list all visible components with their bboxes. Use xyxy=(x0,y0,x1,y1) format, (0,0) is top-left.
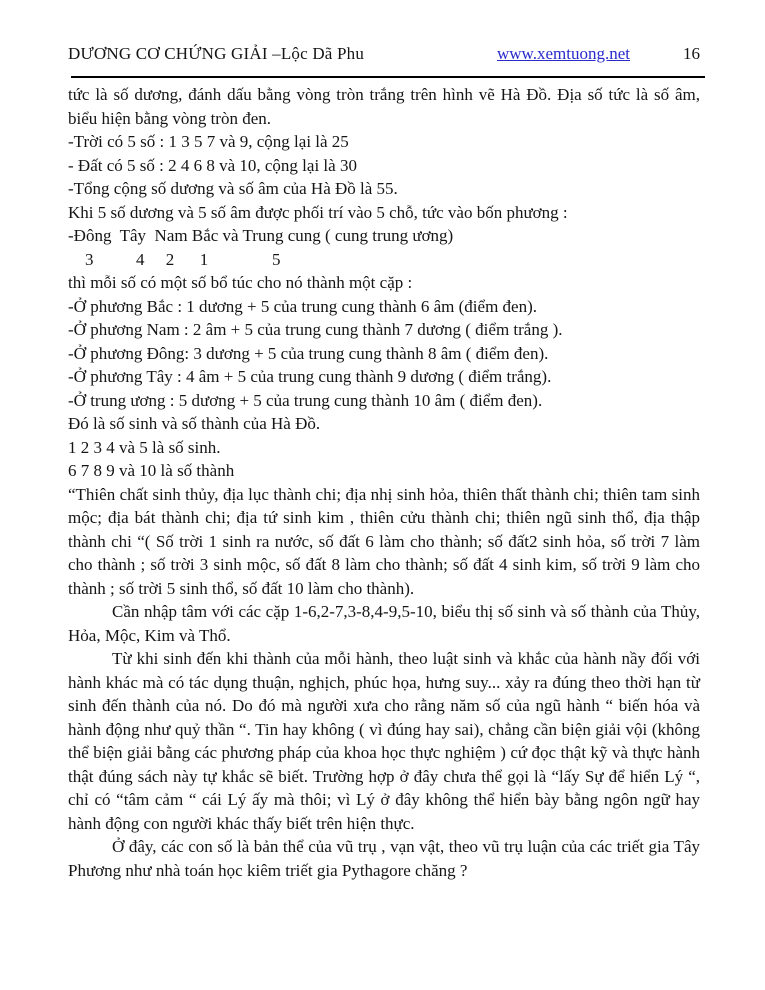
paragraph: Ở đây, các con số là bản thể của vũ trụ , vạn vật, theo vũ trụ luận của các triết gia Tây Phương như nhà toán học kiêm triết gia Pythagore chăng ? xyxy=(68,837,700,880)
text-line: 6 7 8 9 và 10 là số thành xyxy=(68,461,235,480)
paragraph: tức là số dương, đánh dấu bằng vòng tròn trắng trên hình vẽ Hà Đồ. Địa số tức là số âm, biểu hiện bằng vòng tròn đen. xyxy=(68,85,700,128)
page-body xyxy=(68,83,700,882)
text-line: thì mỗi số có một số bổ túc cho nó thành một cặp : xyxy=(68,273,413,292)
page-number: 16 xyxy=(683,44,700,63)
paragraph: Cần nhập tâm với các cặp 1-6,2-7,3-8,4-9,5-10, biểu thị số sinh và số thành của Thủy, Hỏa, Mộc, Kim và Thổ. xyxy=(68,602,700,645)
text-line: Đó là số sinh và số thành của Hà Đồ. xyxy=(68,414,321,433)
text-line: -Trời có 5 số : 1 3 5 7 và 9, cộng lại là 25 xyxy=(68,132,349,151)
header-divider xyxy=(71,76,705,78)
text-line: -Tổng cộng số dương và số âm của Hà Đồ là 55. xyxy=(68,179,398,198)
paragraph: Từ khi sinh đến khi thành của mỗi hành, theo luật sinh và khắc của hành nầy đối với hành khác mà có tác dụng thuận, nghịch, phúc họa, hưng suy... xảy ra đúng theo thời hạn từ sinh đến thành của nó. Do đó mà người xưa cho rằng năm số của ngũ hành “ biến hóa và hành động như quỷ thần “. Tin hay không ( vì đúng hay sai), chẳng cần biện giải vội (không thể biện giải bằng các phương pháp của khoa học thực nghiệm ) cứ đọc thật kỹ và thực hành thật đúng sách này tự khắc sẽ biết. Trường hợp ở đây chưa thể gọi là “lấy Sự để hiển Lý “, chỉ có “tâm cảm “ cái Lý ấy mà thôi; vì Lý ở đây không thể hiển bày bằng ngôn ngữ hay hành động con người khác thấy biết trên hiện thực. xyxy=(68,649,700,833)
text-line: Khi 5 số dương và 5 số âm được phối trí vào 5 chỗ, tức vào bốn phương : xyxy=(68,202,568,222)
text-line: -Ở phương Đông: 3 dương + 5 của trung cung thành 8 âm ( điểm đen). xyxy=(68,343,549,363)
text-line: -Ở trung ương : 5 dương + 5 của trung cung thành 10 âm ( điểm đen). xyxy=(68,390,543,410)
text-line: -Ở phương Nam : 2 âm + 5 của trung cung thành 7 dương ( điểm trắng ). xyxy=(68,320,563,339)
text-line: 1 2 3 4 và 5 là số sinh. xyxy=(68,437,221,457)
paragraph: “Thiên chất sinh thủy, địa lục thành chi; địa nhị sinh hỏa, thiên thất thành chi; thiên tam sinh mộc; địa bát thành chi; địa tứ sinh kim , thiên cửu thành chi; thiên ngũ sinh thổ, địa thập thành chi “( Số trời 1 sinh ra nước, số đất 6 làm cho thành; số đất2 sinh hỏa, số trời 7 làm cho thành ; số trời 3 sinh mộc, số đất 8 làm cho thành; số đất 4 sinh kim, số trời 9 làm cho thành ; số trời 5 sinh thổ, số đất 10 làm cho thành). xyxy=(68,484,700,598)
text-line: -Ở phương Tây : 4 âm + 5 của trung cung thành 9 dương ( điểm trắng). xyxy=(68,367,552,386)
numbers-row: 3 4 2 1 5 xyxy=(68,249,281,269)
document-title: DƯƠNG CƠ CHỨNG GIẢI –Lộc Dã Phu xyxy=(68,44,365,63)
text-line: -Ở phương Bắc : 1 dương + 5 của trung cung thành 6 âm (điểm đen). xyxy=(68,296,538,316)
page-header xyxy=(68,44,700,64)
website-link[interactable]: www.xemtuong.net xyxy=(497,44,630,63)
text-line: - Đất có 5 số : 2 4 6 8 và 10, cộng lại là 30 xyxy=(68,155,357,175)
text-line: -Đông Tây Nam Bắc và Trung cung ( cung trung ương) xyxy=(68,226,454,245)
